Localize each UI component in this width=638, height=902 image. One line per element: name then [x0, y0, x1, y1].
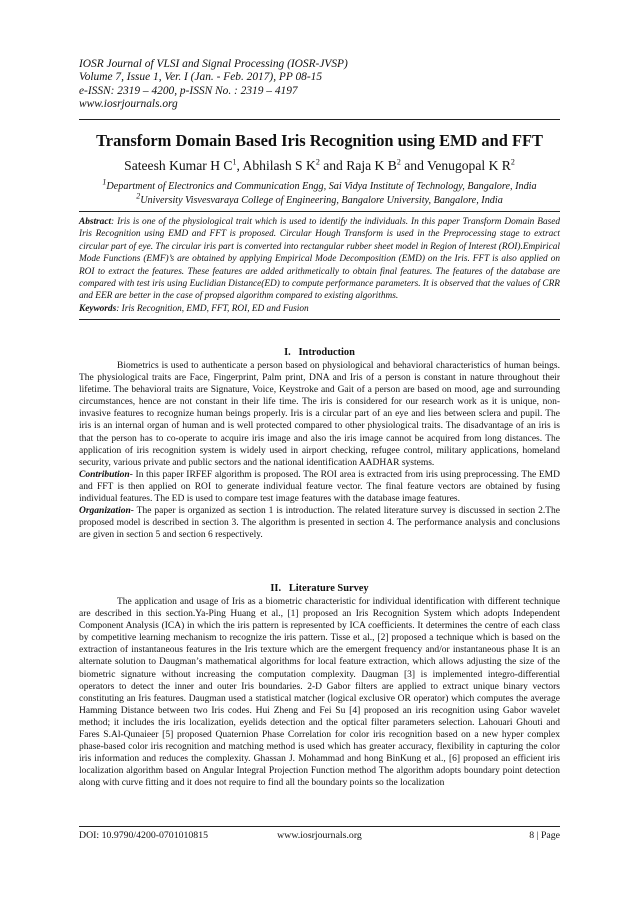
journal-issn: e-ISSN: 2319 – 4200, p-ISSN No. : 2319 – 4197 — [79, 84, 298, 97]
journal-volume: Volume 7, Issue 1, Ver. I (Jan. - Feb. 2017), PP 08-15 — [79, 71, 323, 84]
affiliation-1 — [79, 177, 560, 192]
contribution-label: Contribution- — [79, 469, 133, 480]
affiliation-2 — [79, 191, 560, 206]
author-name: Venugopal K R — [427, 158, 511, 173]
author-name: Raja K B — [346, 158, 397, 173]
author-name: Sateesh Kumar H C — [124, 158, 233, 173]
footer-page-number: 8 | Page — [529, 830, 560, 841]
author-affil-mark: 1 — [232, 157, 237, 167]
author-list — [79, 158, 560, 174]
header-divider — [79, 119, 560, 120]
footer-divider — [79, 826, 560, 827]
author-name: Abhilash S K — [242, 158, 316, 173]
author-affil-mark: 2 — [396, 157, 401, 167]
abstract-block — [79, 211, 560, 320]
section-heading-literature-survey: II. Literature Survey — [270, 583, 369, 594]
section-heading-introduction: I. Introduction — [284, 347, 355, 358]
organization-paragraph — [79, 505, 560, 541]
paragraph: Biometrics is used to authenticate a person based on physiological and behavioral characteristics of human beings. The physiological traits are Face, Fingerprint, Palm print, DNA and Iris of a person is constant in nature throughout their lifetime. The behavioral traits are Signature, Voice, Keystroke and Gait of a person are based on mood, age and surrounding circumstances, hence are not constant in their life time. The iris is considered for our research work as it is unique, non-invasive features to recognize human beings properly. Iris is a circular part of an eye and lies between sclera and pupil. The iris is an internal organ of human and is well protected compared to other physiological traits. The disadvantage of an iris is that the person has to co-operate to acquire iris image and also the iris image cannot be acquired from long distances. The application of iris recognition system is widely used in airport checking, refugee control, military applications, homeland security, various private and public sectors and the national identification AADHAR systems. — [79, 361, 560, 468]
affiliation-text: University Visvesvaraya College of Engineering, Bangalore University, Bangalore, India — [140, 195, 503, 206]
page-footer — [79, 830, 560, 844]
affiliation-mark: 1 — [102, 177, 107, 187]
affiliation-text: Department of Electronics and Communication Engg, Sai Vidya Institute of Technology, Bangalore, India — [106, 181, 537, 192]
journal-name: IOSR Journal of VLSI and Signal Processing (IOSR-JVSP) — [79, 58, 348, 70]
contribution-paragraph — [79, 469, 560, 505]
author-separator: and — [400, 158, 428, 173]
author-affil-mark: 2 — [315, 157, 320, 167]
affiliation-mark: 2 — [136, 191, 141, 201]
organization-label: Organization- — [79, 506, 134, 517]
keywords-label: Keywords — [79, 303, 117, 314]
footer-doi[interactable]: DOI: 10.9790/4200-0701010815 — [79, 830, 208, 841]
author-separator: and — [319, 158, 347, 173]
footer-website[interactable]: www.iosrjournals.org — [277, 830, 362, 841]
introduction-body — [79, 360, 560, 541]
journal-website[interactable]: www.iosrjournals.org — [79, 98, 178, 111]
abstract — [79, 216, 560, 303]
paper-title: Transform Domain Based Iris Recognition using EMD and FFT — [96, 131, 543, 150]
organization-text: The paper is organized as section 1 is introduction. The related literature survey is discussed in section 2.The proposed model is described in section 3. The algorithm is presented in section 4. The performance analysis and conclusions are given in section 5 and section 6 respectively. — [79, 506, 560, 541]
literature-survey-body — [79, 596, 560, 790]
abstract-label: Abstract — [79, 217, 112, 227]
abstract-text: : Iris is one of the physiological trait which is used to identify the individuals. In this paper Transform Domain Based Iris Recognition using EMD and FFT is proposed. Circular Hough Transform is used in the Preprocessing stage to extract circular part of eye. The circular iris part is converted into rectangular rubber sheet model in Region of Interest (ROI).Empirical Mode Functions (EMF)’s are obtained by applying Empirical Mode Decomposition (EMD) on the Iris. FFT is also applied on ROI to extract the features. These features are added arithmetically to obtain final features. The features of the database are compared with test iris using Euclidian Distance(ED) to compute performance parameters. It is observed that the values of CRR and EER are better in the case of propsed algorithm compared to existing algorithms. — [79, 217, 560, 302]
journal-header — [79, 58, 559, 112]
paragraph: The application and usage of Iris as a biometric characteristic for individual identification with different technique are described in this section.Ya-Ping Huang et al., [1] proposed an Iris Recognition System which adopts Independent Component Analysis (ICA) in which the iris pattern is represented by ICA coefficients. It determines the centre of each class by competitive learning mechanism to recognize the iris pattern. Tisse et al., [2] proposed a technique which is based on the extraction of instantaneous features in the Iris texture which are the emergent frequency and/or instantaneous phase It is an alternate solution to Daugman’s mathematical algorithms for local feature extraction, which allows adjusting the size of the biometric signature without increasing the computation complexity. Daugman [3] is implemented integro-differential operators to detect the inner and outer Iris boundaries. 2-D Gabor filters are applied to extract unique binary vectors constituting an Iris features. Daugman used a statistical matcher (logical exclusive OR operator) which computes the average Hamming Distance between two Iris codes. Hui Zheng and Fei Su [4] proposed an iris recognition using Gabor wavelet method; it includes the iris localization, eyelids detection and the optical filter parameters selection. Lahouari Ghouti and Fares S.Al-Qunaieer [5] proposed Quaternion Phase Correlation for color iris recognition based on a new hyper complex phase-based color iris recognition and matching method is used which has greater accuracy, flexibility in capturing the color iris information and reduces the complexity. Ghassan J. Mohammad and hong BinKung et al., [6] proposed an efficient iris localization algorithm based on Angular Integral Projection Function method The algorithm adopts boundary point detection along with curve fitting and it does not require to find all the boundary points so the localization — [79, 597, 560, 789]
author-affil-mark: 2 — [510, 157, 515, 167]
contribution-text: In this paper IRFEF algorithm is proposed. The ROI area is extracted from iris using preprocessing. The EMD and FFT is then applied on ROI to generate individual feature vector. The final feature vectors are obtained by fusing individual features. The ED is used to compare test image features with the database image features. — [79, 469, 560, 505]
author-separator: , — [236, 158, 243, 173]
keywords — [79, 303, 560, 315]
keywords-text: : Iris Recognition, EMD, FFT, ROI, ED and Fusion — [116, 303, 309, 314]
